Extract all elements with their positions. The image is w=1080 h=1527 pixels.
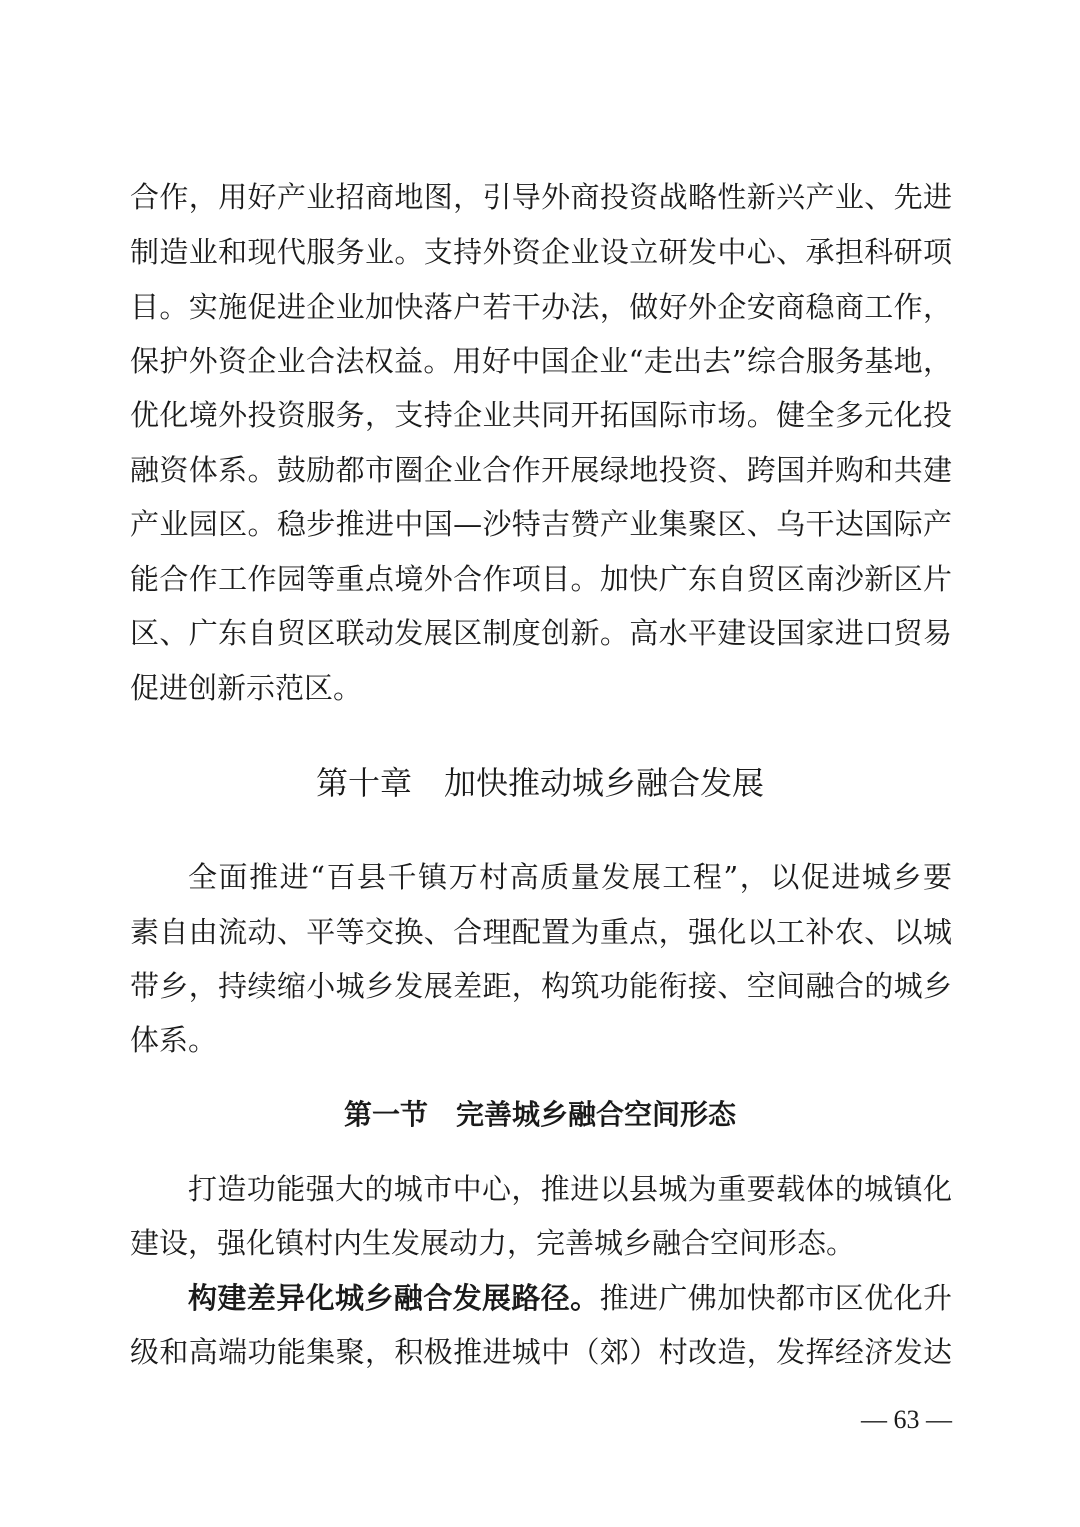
paragraph-3-line-1: 打造功能强大的城市中心，推进以县城为重要载体的城镇化 [188,1172,952,1206]
paragraph-1-line-3: 目。实施促进企业加快落户若干办法，做好外企安商稳商工作， [130,290,952,324]
paragraph-1-line-2: 制造业和现代服务业。支持外资企业设立研发中心、承担科研项 [130,235,952,269]
paragraph-2-line-3: 带乡，持续缩小城乡发展差距，构筑功能衔接、空间融合的城乡 [130,969,952,1003]
chapter-title: 第十章 加快推动城乡融合发展 [315,764,764,802]
paragraph-1-line-8: 能合作工作园等重点境外合作项目。加快广东自贸区南沙新区片 [130,562,952,596]
paragraph-4-bold-lead: 构建差异化城乡融合发展路径。 [188,1281,600,1315]
section-title: 第一节 完善城乡融合空间形态 [343,1098,736,1131]
paragraph-2-line-4: 体系。 [130,1023,218,1057]
paragraph-2-line-1: 全面推进“百县千镇万村高质量发展工程”，以促进城乡要 [188,860,952,894]
paragraph-4-line-1 [188,1271,952,1325]
paragraph-1-line-9: 区、广东自贸区联动发展区制度创新。高水平建设国家进口贸易 [130,616,952,650]
paragraph-3-line-2: 建设，强化镇村内生发展动力，完善城乡融合空间形态。 [130,1226,856,1260]
paragraph-1-line-7: 产业园区。稳步推进中国—沙特吉赞产业集聚区、乌干达国际产 [130,507,952,541]
paragraph-4-line-2: 级和高端功能集聚，积极推进城中（郊）村改造，发挥经济发达 [130,1335,952,1369]
paragraph-2-line-2: 素自由流动、平等交换、合理配置为重点，强化以工补农、以城 [130,915,952,949]
paragraph-4-line-1-rest: 推进广佛加快都市区优化升 [599,1281,952,1315]
paragraph-1-line-10: 促进创新示范区。 [130,671,363,705]
paragraph-1-line-5: 优化境外投资服务，支持企业共同开拓国际市场。健全多元化投 [130,398,952,432]
page-number: — 63 — [861,1405,952,1434]
paragraph-1-line-4: 保护外资企业合法权益。用好中国企业“走出去”综合服务基地， [130,344,952,378]
paragraph-1-line-6: 融资体系。鼓励都市圈企业合作开展绿地投资、跨国并购和共建 [130,453,952,487]
paragraph-1-line-1: 合作，用好产业招商地图，引导外商投资战略性新兴产业、先进 [130,180,952,214]
